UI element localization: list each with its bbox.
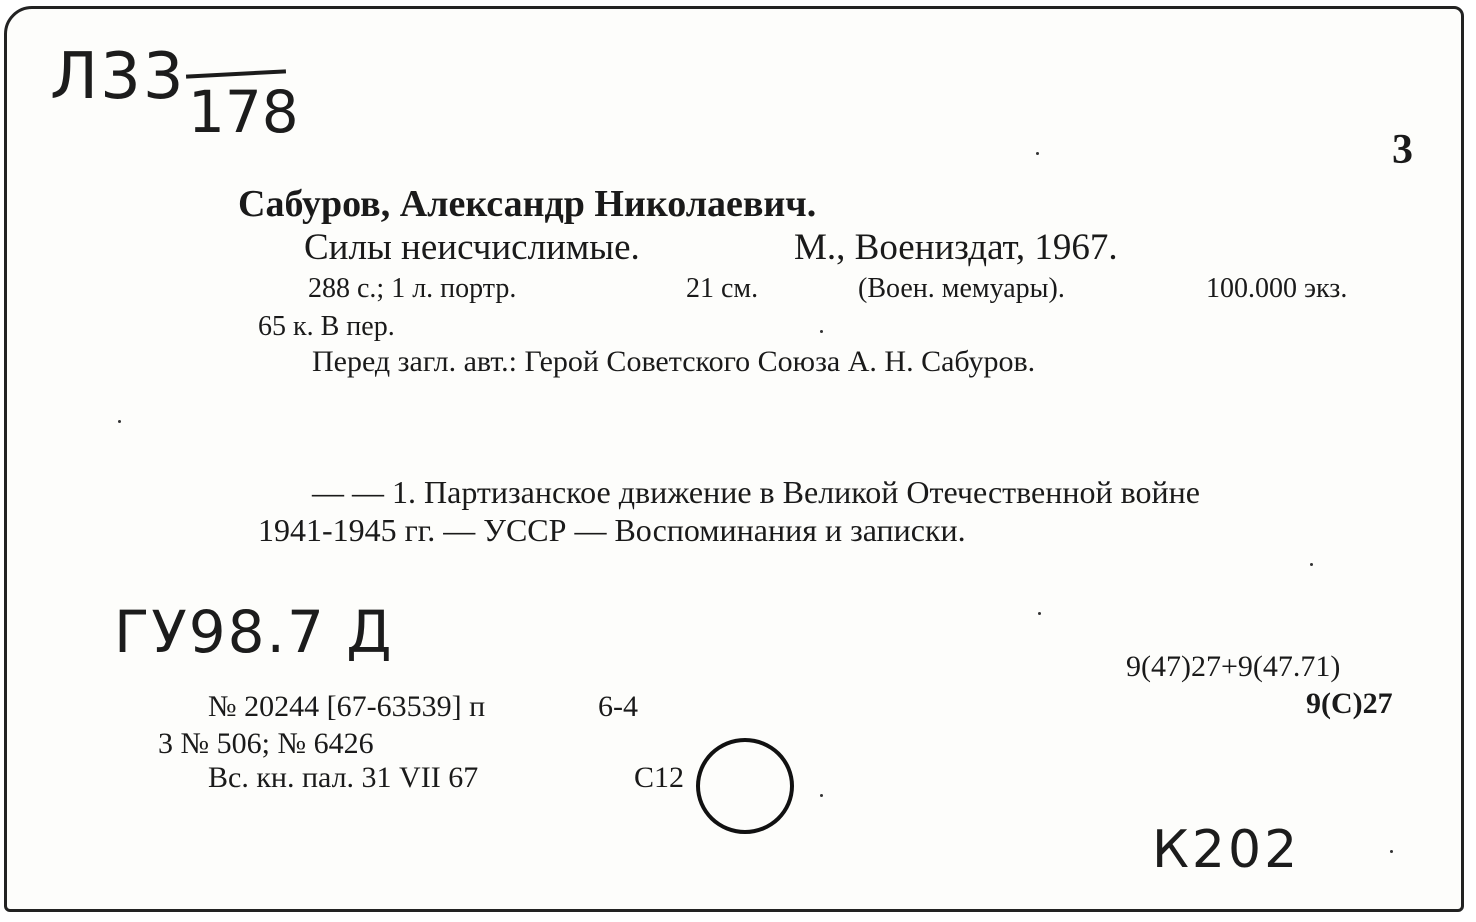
title-line: Силы неисчислимые. [304,227,640,268]
shelf-mark-number: 178 [188,78,299,146]
scan-speck [820,330,823,333]
card-number: 3 [1392,127,1413,173]
scan-speck [1038,612,1041,615]
imprint: М., Воениздат, 1967. [794,227,1118,268]
order-code: 6-4 [598,690,638,723]
classification-index: 9(47)27+9(47.71) [1126,650,1341,683]
subject-tracing-line2: 1941-1945 гг. — УССР — Воспоминания и записки. [258,512,966,548]
scan-speck [1390,850,1393,853]
scan-speck [118,420,121,423]
classification-author-mark: 9(С)27 [1306,687,1393,720]
collation-pages: 288 с.; 1 л. портр. [308,273,517,304]
book-chamber-date: Вс. кн. пал. 31 VII 67 [208,761,479,794]
registration-numbers: 3 № 506; № 6426 [158,727,374,760]
author-heading: Сабуров, Александр Николаевич. [238,183,817,225]
collation-series: (Воен. мемуары). [858,273,1065,304]
price-line: 65 к. В пер. [258,311,395,342]
scan-speck [1036,152,1039,155]
circle-stamp [696,738,794,834]
title-note: Перед загл. авт.: Герой Советского Союза А. Н. Сабуров. [312,345,1036,378]
record-number: № 20244 [67-63539] п [208,690,486,723]
shelf-mark-prefix: Л33 [50,40,186,114]
scan-speck [1310,563,1313,566]
subject-tracing-line1: — — 1. Партизанское движение в Великой Отечественной войне [312,474,1200,510]
handwritten-code: ГУ98.7 Д [114,598,394,666]
stamp-code: С12 [634,761,685,794]
handwritten-bottom-note: К202 [1152,820,1301,880]
collation-print-run: 100.000 экз. [1206,273,1348,304]
scan-speck [820,794,823,797]
collation-size: 21 см. [686,273,759,304]
